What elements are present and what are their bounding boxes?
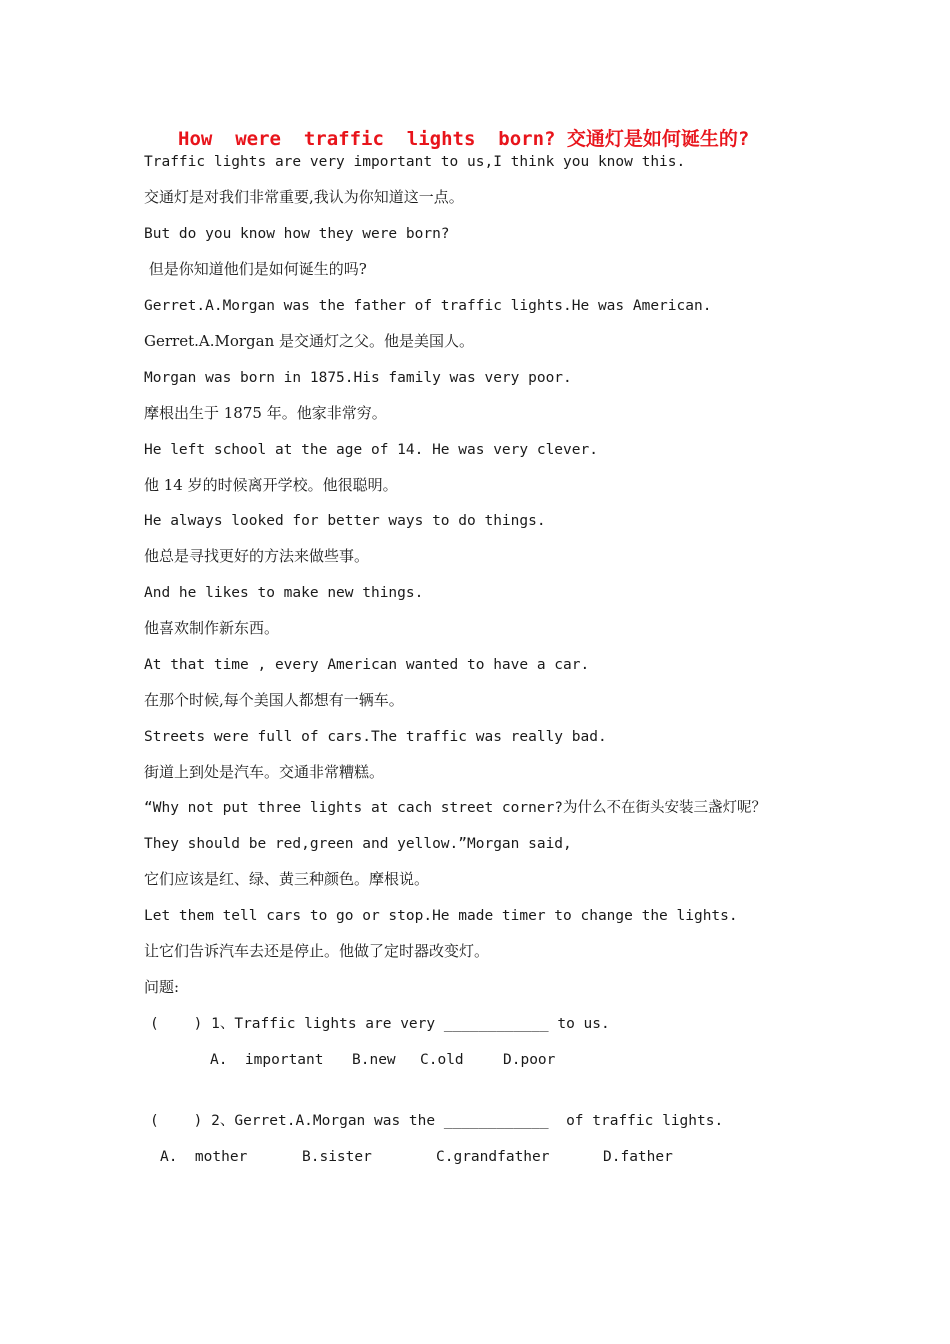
text-line-en: Gerret.A.Morgan was the father of traffic lights.He was American. (144, 298, 712, 314)
text-line-en: And he likes to make new things. (144, 585, 424, 601)
text-line-en: Let them tell cars to go or stop.He made timer to change the lights. (144, 908, 738, 924)
text-line-zh: 交通灯是对我们非常重要,我认为你知道这一点。 (144, 188, 464, 206)
text-line-en: Traffic lights are very important to us,I think you know this. (144, 154, 686, 170)
question-2-stem: ( ) 2、Gerret.A.Morgan was the ____________ of traffic lights. (150, 1113, 724, 1129)
text-line-en: “Why not put three lights at cach street corner?为什么不在街头安装三盏灯呢？ (144, 800, 767, 816)
question-1-option-d: D.poor (503, 1052, 556, 1068)
question-2-option-c: C.grandfather (436, 1149, 550, 1165)
text-line-zh: 但是你知道他们是如何诞生的吗? (144, 260, 367, 278)
question-1-option-a: A. important (210, 1052, 324, 1068)
text-line-zh: 他喜欢制作新东西。 (144, 619, 280, 637)
text-line-en: But do you know how they were born? (144, 226, 450, 242)
questions-heading: 问题: (144, 978, 180, 996)
question-2-option-a: A. mother (160, 1149, 248, 1165)
text-line-zh: 他总是寻找更好的方法来做些事。 (144, 547, 370, 565)
question-1-option-b: B.new (352, 1052, 396, 1068)
question-1-stem: ( ) 1、Traffic lights are very ____________ to us. (150, 1016, 610, 1032)
text-line-en: They should be red,green and yellow.”Morgan said, (144, 836, 572, 852)
text-line-zh: 摩根出生于 1875 年。他家非常穷。 (144, 404, 387, 422)
text-line-en: Streets were full of cars.The traffic was really bad. (144, 729, 607, 745)
document-title: How were traffic lights born? 交通灯是如何诞生的? (178, 128, 750, 150)
text-line-zh: 他 14 岁的时候离开学校。他很聪明。 (144, 476, 398, 494)
question-2-option-d: D.father (603, 1149, 673, 1165)
text-line-zh: 它们应该是红、绿、黄三种颜色。摩根说。 (144, 870, 430, 888)
text-line-en: At that time , every American wanted to have a car. (144, 657, 590, 673)
text-line-en: He left school at the age of 14. He was very clever. (144, 442, 598, 458)
text-line-en: He always looked for better ways to do things. (144, 513, 546, 529)
text-line-zh: 让它们告诉汽车去还是停止。他做了定时器改变灯。 (144, 942, 490, 960)
text-line-zh: 街道上到处是汽车。交通非常糟糕。 (144, 763, 385, 781)
text-line-zh: Gerret.A.Morgan 是交通灯之父。他是美国人。 (144, 332, 475, 350)
question-1-option-c: C.old (420, 1052, 464, 1068)
text-line-zh: 在那个时候,每个美国人都想有一辆车。 (144, 691, 404, 709)
text-line-en: Morgan was born in 1875.His family was very poor. (144, 370, 572, 386)
question-2-option-b: B.sister (302, 1149, 372, 1165)
